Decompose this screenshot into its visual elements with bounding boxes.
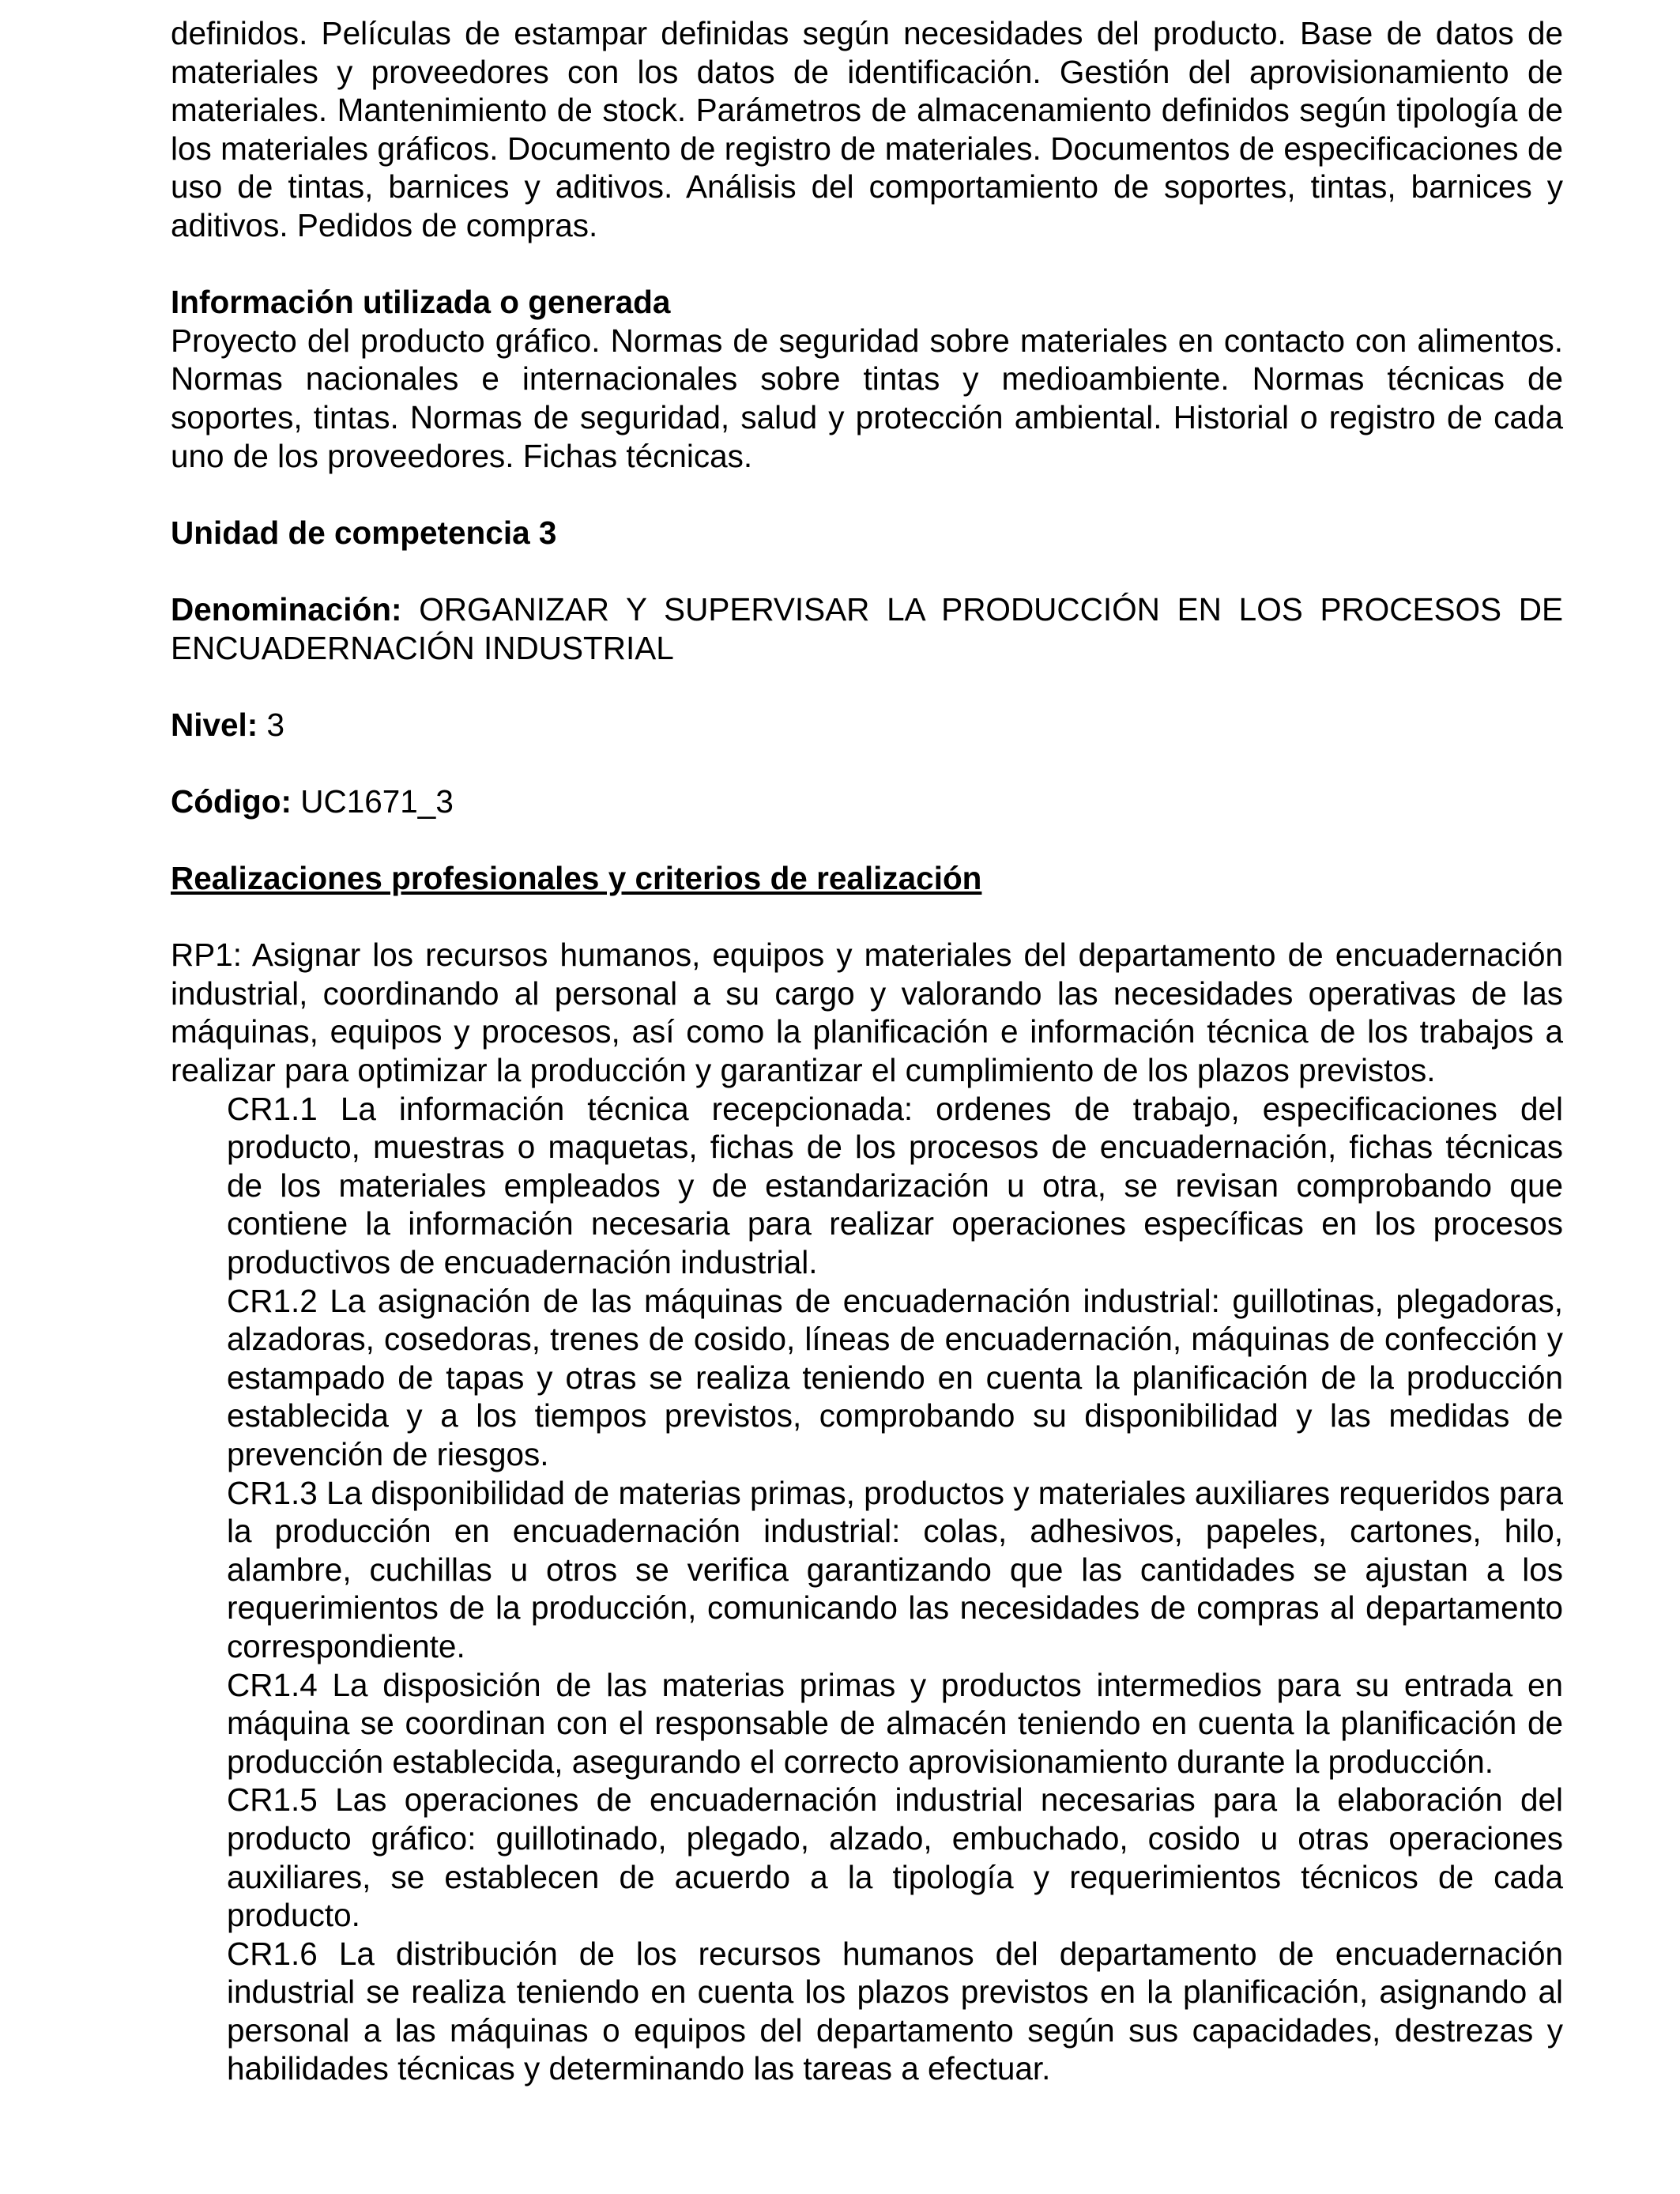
unit-title: Unidad de competencia 3 (171, 514, 557, 551)
criterion-item: CR1.1 La información técnica recepcionada: ordenes de trabajo, especificaciones del producto, muestras o maquetas, fichas de los procesos de encuadernación, fichas técnicas de los materiales empleados y de estandarización u otra, se revisan comprobando que contiene la información necesaria para realizar operaciones específicas en los procesos productivos de encuadernación industrial. (227, 1090, 1563, 1280)
criterion-item: CR1.4 La disposición de las materias primas y productos intermedios para su entrada en máquina se coordinan con el responsable de almacén teniendo en cuenta la planificación de producción establecida, asegurando el correcto aprovisionamiento durante la producción. (227, 1666, 1563, 1780)
denominacion-line (171, 590, 1563, 667)
codigo-label: Código: (171, 782, 292, 820)
rp1-paragraph: RP1: Asignar los recursos humanos, equipos y materiales del departamento de encuadernación industrial, coordinando al personal a su cargo y valorando las necesidades operativas de las máquinas, equipos y procesos, así como la planificación e información técnica de los trabajos a realizar para optimizar la producción y garantizar el cumplimiento de los plazos previstos. (171, 937, 1563, 1089)
info-body: Proyecto del producto gráfico. Normas de seguridad sobre materiales en contacto con alimentos. Normas nacionales e internacionales sobre tintas y medioambiente. Normas técnicas de soportes, tintas. Normas de seguridad, salud y protección ambiental. Historial o registro de cada uno de los proveedores. Fichas técnicas. (171, 322, 1563, 474)
criterion-item: CR1.3 La disponibilidad de materias primas, productos y materiales auxiliares requeridos para la producción en encuadernación industrial: colas, adhesivos, papeles, cartones, hilo, alambre, cuchillas u otros se verifica garantizando que las cantidades se ajustan a los requerimientos de la producción, comunicando las necesidades de compras al departamento correspondiente. (227, 1474, 1563, 1664)
criterion-item: CR1.2 La asignación de las máquinas de encuadernación industrial: guillotinas, plegadoras, alzadoras, cosedoras, trenes de cosido, líneas de encuadernación, máquinas de confección y estampado de tapas y otras se realiza teniendo en cuenta la planificación de la producción establecida y a los tiempos previstos, comprobando su disponibilidad y las medidas de prevención de riesgos. (227, 1282, 1563, 1472)
intro-paragraph: definidos. Películas de estampar definidas según necesidades del producto. Base de datos de materiales y proveedores con los datos de identificación. Gestión del aprovisionamiento de materiales. Mantenimiento de stock. Parámetros de almacenamiento definidos según tipología de los materiales gráficos. Documento de registro de materiales. Documentos de especificaciones de uso de tintas, barnices y aditivos. Análisis del comportamiento de soportes, tintas, barnices y aditivos. Pedidos de compras. (171, 15, 1563, 243)
criterion-item: CR1.6 La distribución de los recursos humanos del departamento de encuadernación industrial se realiza teniendo en cuenta los plazos previstos en la planificación, asignando al personal a las máquinas o equipos del departamento según sus capacidades, destrezas y habilidades técnicas y determinando las tareas a efectuar. (227, 1935, 1563, 2087)
codigo-line (171, 782, 1563, 821)
realizaciones-heading: Realizaciones profesionales y criterios de realización (171, 860, 982, 897)
nivel-label: Nivel: (171, 706, 258, 743)
nivel-value: 3 (258, 706, 285, 743)
nivel-line (171, 706, 1563, 745)
codigo-value: UC1671_3 (291, 782, 454, 820)
info-section (171, 283, 1563, 475)
criteria-list (171, 1090, 1563, 2088)
info-heading: Información utilizada o generada (171, 284, 671, 321)
document-page (171, 14, 1563, 2088)
denominacion-value: ORGANIZAR Y SUPERVISAR LA PRODUCCIÓN EN LOS PROCESOS DE ENCUADERNACIÓN INDUSTRIAL (171, 590, 1563, 666)
denominacion-label: Denominación: (171, 590, 402, 628)
criterion-item: CR1.5 Las operaciones de encuadernación industrial necesarias para la elaboración del producto gráfico: guillotinado, plegado, alzado, embuchado, cosido u otras operaciones auxiliares, se establecen de acuerdo a la tipología y requerimientos técnicos de cada producto. (227, 1781, 1563, 1934)
